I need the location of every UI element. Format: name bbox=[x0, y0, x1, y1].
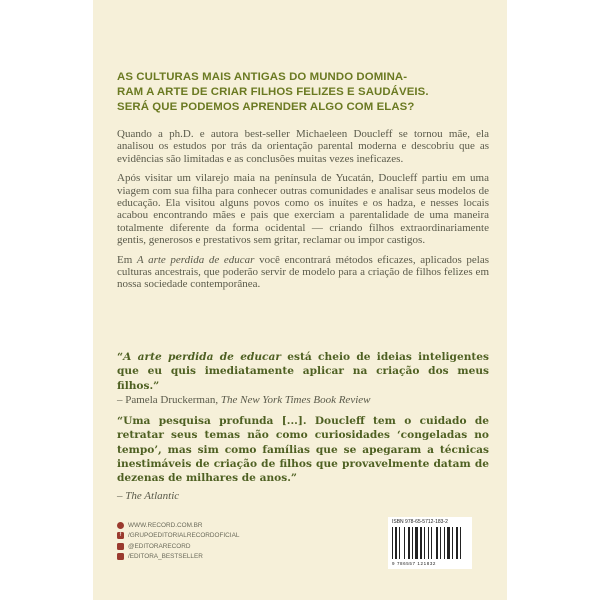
headline-line-1: AS CULTURAS MAIS ANTIGAS DO MUNDO DOMINA- bbox=[117, 71, 408, 83]
barcode-stripe bbox=[399, 527, 400, 559]
book-title: A arte perdida de educar bbox=[136, 253, 255, 266]
barcode-stripe bbox=[456, 527, 458, 559]
social-link-text: /EDITORA_BESTSELLER bbox=[128, 553, 203, 561]
quote-1-text: está cheio de ideias inteligentes que eu quis imediatamente aplicar na criação dos meus filhos.” bbox=[117, 351, 489, 392]
barcode-stripe bbox=[452, 527, 453, 559]
barcode-stripe bbox=[444, 527, 445, 559]
barcode-stripe bbox=[424, 527, 425, 559]
headline-line-3: SERÁ QUE PODEMOS APRENDER ALGO COM ELAS? bbox=[117, 101, 415, 114]
instagram-icon bbox=[117, 553, 124, 560]
synopsis-paragraph-3 bbox=[117, 254, 489, 291]
barcode-stripe bbox=[420, 527, 422, 559]
social-link-facebook[interactable] bbox=[117, 531, 239, 542]
social-link-text: WWW.RECORD.COM.BR bbox=[128, 521, 203, 529]
paragraph-3-rest: você encontrará métodos eficazes, aplicados pelas culturas ancestrais, que poderão servir de modelo para a criação de filhos felizes em nossa sociedade contemporânea. bbox=[117, 253, 489, 291]
barcode-stripe bbox=[412, 527, 413, 559]
quote-2-attribution bbox=[117, 489, 489, 503]
quote-1-author: – Pamela Druckerman, bbox=[117, 393, 221, 406]
facebook-icon: f bbox=[117, 532, 124, 539]
review-quote-2 bbox=[117, 414, 489, 504]
quote-2-text: “Uma pesquisa profunda [...]. Doucleff tem o cuidado de retratar seus temas não como curiosidades ‘congeladas no tempo’, mas sim como famílias que se apegaram a técnicas inestimáveis de criação de filhos que provavelmente datam de dezenas de milhares de anos.” bbox=[117, 415, 489, 485]
barcode-digits: 9 786557 121832 bbox=[392, 561, 437, 566]
headline bbox=[117, 70, 489, 116]
publisher-links bbox=[117, 520, 239, 562]
paragraph-3-prefix: Em bbox=[117, 253, 137, 266]
barcode-stripe bbox=[431, 527, 432, 559]
barcode-stripe bbox=[440, 527, 441, 559]
barcode-stripe bbox=[392, 527, 393, 559]
barcode-stripe bbox=[415, 527, 418, 559]
quote-1-open-mark: “ bbox=[117, 351, 124, 363]
globe-icon bbox=[117, 522, 124, 529]
barcode-stripe bbox=[428, 527, 429, 559]
barcode-stripe bbox=[447, 527, 450, 559]
barcode-stripe bbox=[460, 527, 461, 559]
quote-2-dash: – bbox=[117, 490, 126, 503]
review-quote-1 bbox=[117, 350, 489, 407]
social-link-text: /GRUPOEDITORIALRECORDOFICIAL bbox=[128, 532, 240, 540]
synopsis-paragraph-2: Após visitar um vilarejo maia na península de Yucatán, Doucleff partiu em uma viagem com sua filha para conhecer outras comunidades e analisar seus modelos de educação. Ela visitou alguns povos como os inuítes e os hadza, e nesses locais acabou encontrando mães e pais que exerciam a parentalidade de uma maneira totalmente diferente da forma ocidental — criando filhos extraordinariamente gentis, generosos e prestativos sem gritar, reclamar ou impor castigos. bbox=[117, 172, 489, 247]
barcode-stripe bbox=[436, 527, 438, 559]
twitter-icon bbox=[117, 543, 124, 550]
barcode-stripe bbox=[404, 527, 405, 559]
quote-1-book-title: A arte perdida de educar bbox=[123, 351, 281, 363]
barcode-stripe bbox=[408, 527, 410, 559]
quote-2-source: The Atlantic bbox=[125, 490, 180, 503]
synopsis-paragraph-1: Quando a ph.D. e autora best-seller Michaeleen Doucleff se tornou mãe, ela analisou os estudos por trás da orientação parental moderna e descobriu que as evidências são limitadas e as conclusões muitas vezes ineficazes. bbox=[117, 128, 489, 165]
social-link-text: @EDITORARECORD bbox=[128, 542, 191, 550]
isbn-label: ISBN 978-65-5712-183-2 bbox=[392, 519, 448, 525]
headline-line-2: RAM A ARTE DE CRIAR FILHOS FELIZES E SAUDÁVEIS. bbox=[117, 86, 429, 99]
quote-1-source: The New York Times Book Review bbox=[220, 393, 371, 406]
synopsis bbox=[117, 128, 489, 298]
barcode-stripe bbox=[395, 527, 397, 559]
book-back-cover bbox=[93, 0, 507, 600]
social-link-website[interactable] bbox=[117, 520, 239, 531]
social-link-twitter[interactable] bbox=[117, 541, 239, 552]
social-link-instagram[interactable] bbox=[117, 552, 239, 563]
barcode-bars bbox=[392, 527, 468, 559]
barcode bbox=[388, 517, 472, 569]
quote-1-attribution bbox=[117, 393, 489, 407]
